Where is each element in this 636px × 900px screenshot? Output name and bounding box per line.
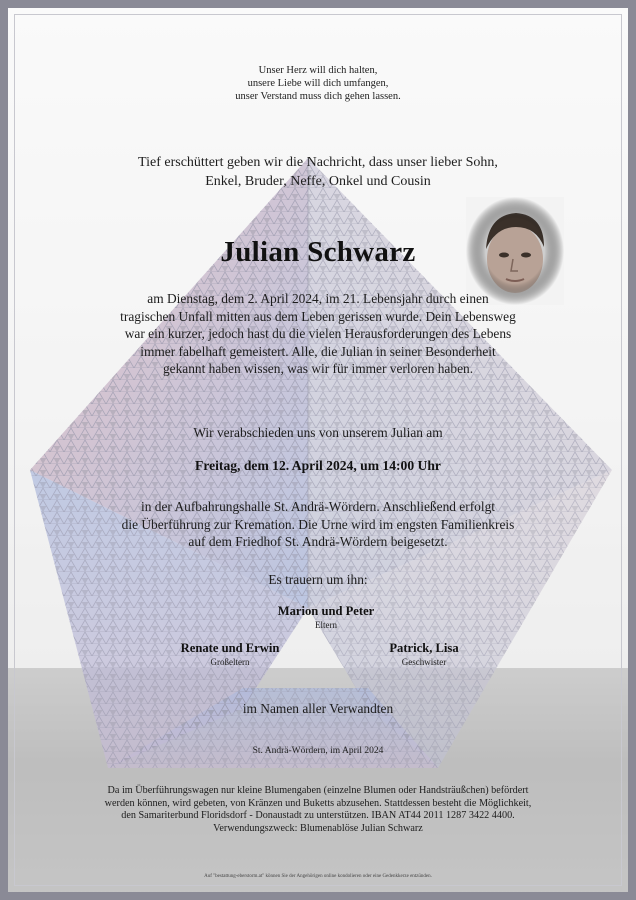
mourner-siblings xyxy=(344,641,504,667)
body-line: gekannt haben wissen, was wir für immer verloren haben. xyxy=(162,361,474,376)
mourner-names: Marion und Peter xyxy=(277,604,375,618)
obituary-body xyxy=(8,290,628,378)
deceased-name: Julian Schwarz xyxy=(220,236,416,268)
donation-note xyxy=(68,785,568,835)
mourner-relation: Eltern xyxy=(315,620,337,630)
obituary-content xyxy=(8,8,628,892)
mourner-names: Patrick, Lisa xyxy=(389,641,459,655)
intro-text xyxy=(8,153,628,191)
footer-line: den Samariterbund Floridsdorf - Donaustadt zu unterstützen. IBAN AT44 2011 1287 3422 4400. xyxy=(121,810,515,822)
mourner-names: Renate und Erwin xyxy=(180,641,280,655)
intro-line: Enkel, Bruder, Neffe, Onkel und Cousin xyxy=(205,174,431,189)
body-line: am Dienstag, dem 2. April 2024, im 21. Lebensjahr durch einen xyxy=(147,291,489,306)
portrait-photo xyxy=(466,197,564,305)
ceremony-date: Freitag, dem 12. April 2024, um 14:00 Uhr xyxy=(195,458,441,473)
footer-line: werden können, wird gebeten, von Kränzen und Buketts abzusehen. Stattdessen besteht die Möglichkeit, xyxy=(104,797,532,809)
footer-line: Verwendungszweck: Blumenablöse Julian Schwarz xyxy=(213,822,423,834)
mourner-relation: Großeltern xyxy=(210,657,250,667)
poem xyxy=(8,64,628,103)
footer-line: Da im Überführungswagen nur kleine Blumengaben (einzelne Blumen oder Handsträußchen) befördert xyxy=(107,785,529,796)
ceremony-line: die Überführung zur Kremation. Die Urne wird im engsten Familienkreis xyxy=(121,516,515,532)
body-line: war ein kurzer, jedoch hast du die vielen Herausforderungen des Lebens xyxy=(124,326,512,341)
poem-line: unsere Liebe will dich umfangen, xyxy=(247,78,389,89)
ceremony-line: auf dem Friedhof St. Andrä-Wördern beigesetzt. xyxy=(188,534,448,549)
mourner-grandparents xyxy=(150,641,310,667)
ceremony-details xyxy=(8,498,628,551)
mourners-heading: Es trauern um ihn: xyxy=(268,572,368,587)
body-line: immer fabelhaft gemeistert. Alle, die Julian in seiner Besonderheit xyxy=(140,343,496,359)
intro-line: Tief erschüttert geben wir die Nachricht, dass unser lieber Sohn, xyxy=(138,155,498,170)
credit-line: Auf "bestattung-eberstorm.at" können Sie der Angehörigen online kondolieren oder eine Gedenkkerze entzünden. xyxy=(204,874,432,879)
relatives-line: im Namen aller Verwandten xyxy=(242,701,394,716)
farewell-line: Wir verabschieden uns von unserem Julian am xyxy=(193,425,443,440)
ceremony-line: in der Aufbahrungshalle St. Andrä-Wördern. Anschließend erfolgt xyxy=(140,499,495,514)
mourner-parents xyxy=(226,604,426,630)
poem-line: unser Verstand muss dich gehen lassen. xyxy=(235,91,401,102)
place-date: St. Andrä-Wördern, im April 2024 xyxy=(252,746,384,756)
body-line: tragischen Unfall mitten aus dem Leben gerissen wurde. Dein Lebensweg xyxy=(120,308,516,324)
mourner-relation: Geschwister xyxy=(401,657,447,667)
poem-line: Unser Herz will dich halten, xyxy=(258,65,378,76)
